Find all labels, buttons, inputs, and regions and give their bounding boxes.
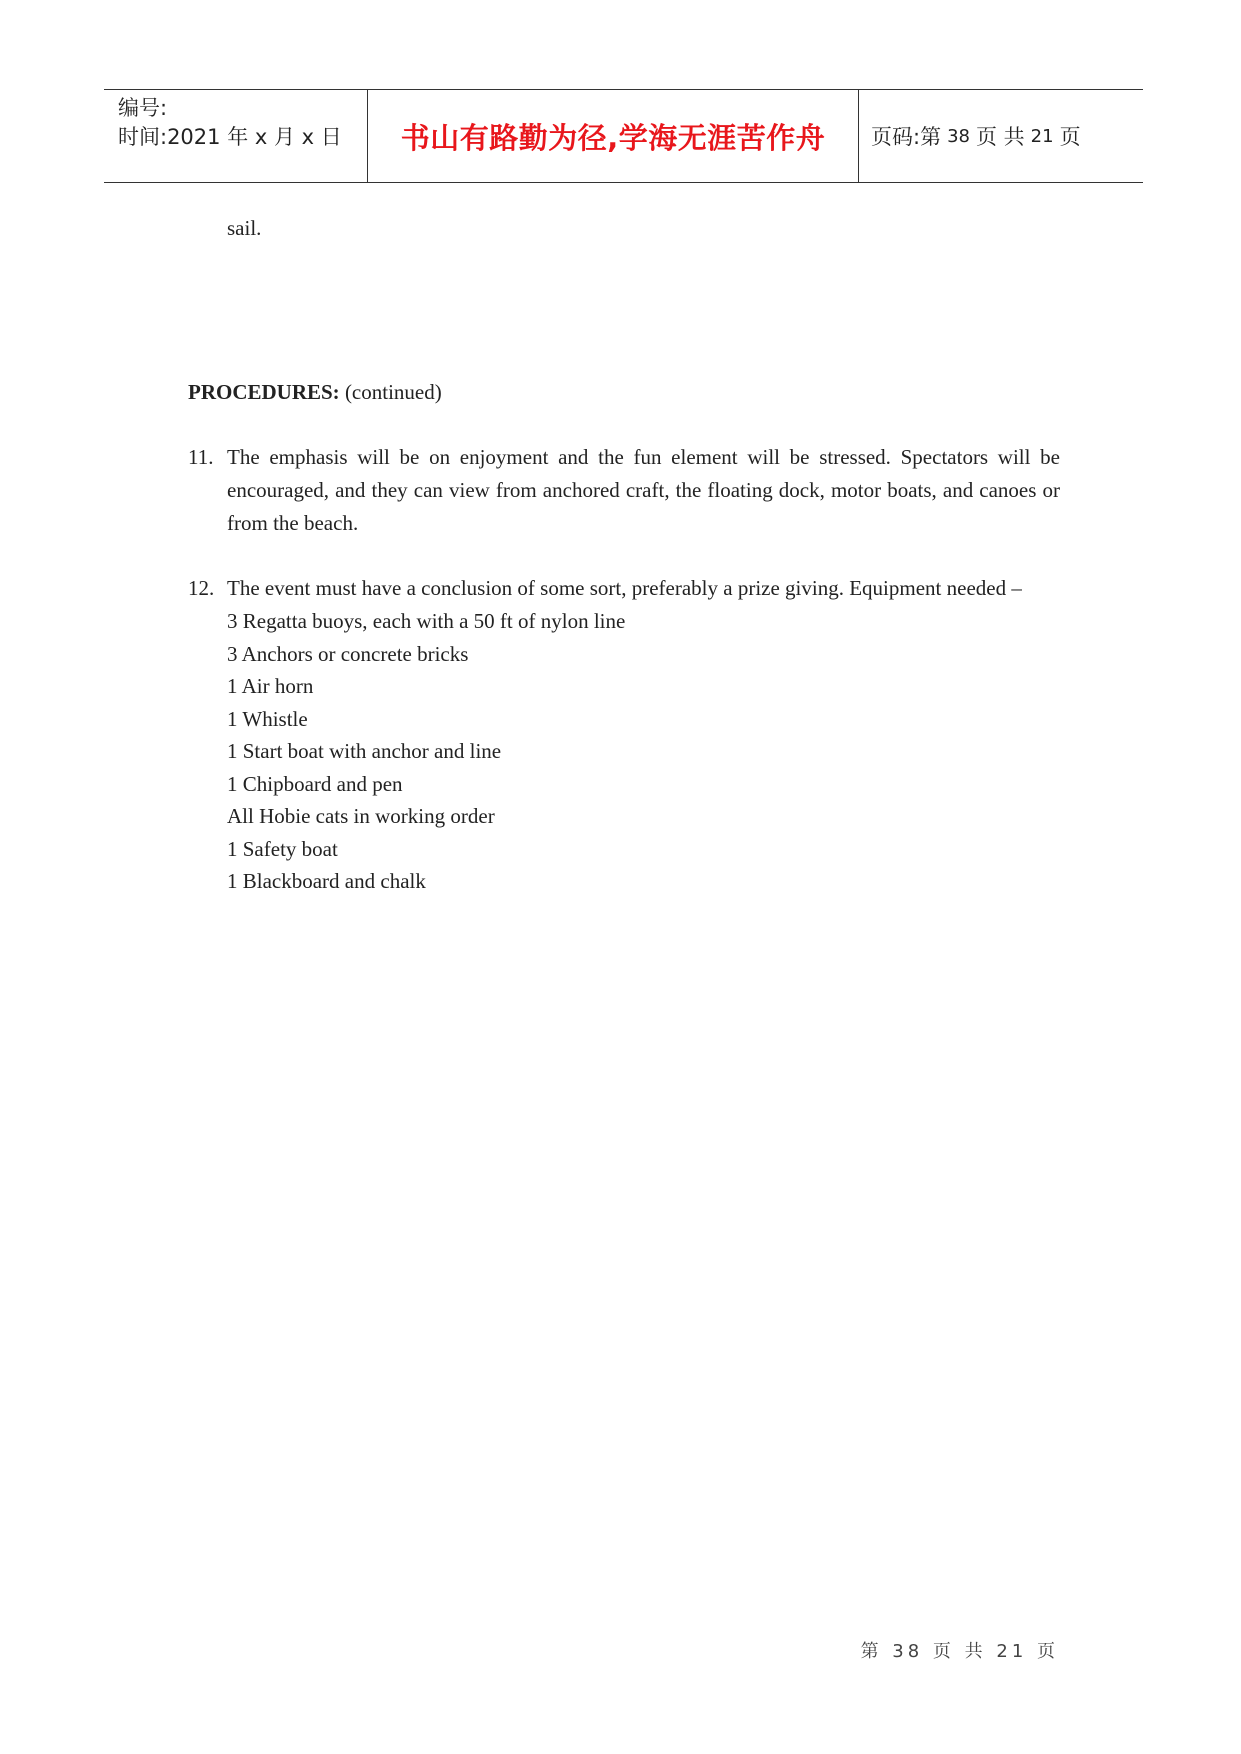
equipment-list xyxy=(227,605,625,898)
equipment-item: 1 Air horn xyxy=(227,674,314,698)
page-footer: 第 38 页 共 21 页 xyxy=(860,1641,1059,1662)
date-label: 时间:2021 年 x 月 x 日 xyxy=(118,125,342,149)
equipment-item: 3 Anchors or concrete bricks xyxy=(227,641,469,666)
serial-number-label: 编号: xyxy=(118,96,168,120)
procedure-number: 12. xyxy=(188,576,215,600)
header-motto: 书山有路勤为径,学海无涯苦作舟 xyxy=(368,90,859,182)
procedure-item xyxy=(188,572,1060,605)
page-current: 38 xyxy=(947,125,970,147)
equipment-item: 1 Chipboard and pen xyxy=(227,771,403,796)
equipment-item: 1 Whistle xyxy=(227,706,308,731)
page-prefix: 页码:第 xyxy=(871,125,942,149)
page-mid: 页 共 xyxy=(975,125,1025,149)
section-title-rest: (continued) xyxy=(339,380,442,404)
equipment-item: All Hobie cats in working order xyxy=(227,804,495,828)
equipment-item: 3 Regatta buoys, each with a 50 ft of nylon line xyxy=(227,609,626,633)
page-suffix: 页 xyxy=(1059,125,1081,149)
page-header xyxy=(104,89,1143,183)
procedure-item xyxy=(188,441,1060,540)
continued-text: sail. xyxy=(227,216,262,240)
section-title-bold: PROCEDURES: xyxy=(188,380,340,404)
procedure-number: 11. xyxy=(188,445,214,469)
header-page-info xyxy=(859,90,1143,182)
header-meta-cell xyxy=(104,90,368,182)
procedure-text: The event must have a conclusion of some sort, preferably a prize giving. Equipment needed – xyxy=(227,576,1022,600)
section-title xyxy=(188,376,442,409)
page-total: 21 xyxy=(1030,125,1054,147)
equipment-item: 1 Blackboard and chalk xyxy=(227,869,426,893)
procedure-text: The emphasis will be on enjoyment and the fun element will be stressed. Spectators will be encouraged, and they can view from anchored craft, the floating dock, motor boats, and canoes or from the beach. xyxy=(227,445,1060,535)
equipment-item: 1 Start boat with anchor and line xyxy=(227,739,502,763)
equipment-item: 1 Safety boat xyxy=(227,836,338,861)
